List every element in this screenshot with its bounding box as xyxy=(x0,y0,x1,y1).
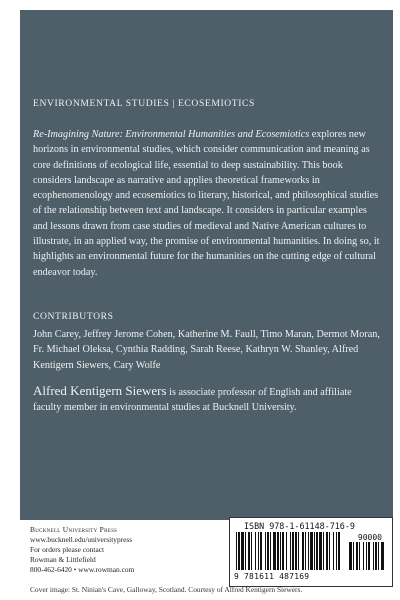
book-title-italic: Re-Imagining Nature: Environmental Humanities and Ecosemiotics xyxy=(33,129,310,140)
back-cover-panel xyxy=(20,10,393,520)
contributors-list: John Carey, Jeffrey Jerome Cohen, Katherine M. Faull, Timo Maran, Dermot Moran, Fr. Michael Oleksa, Cynthia Radding, Sarah Reese, Kathryn W. Shanley, Alfred Kentigern Siewers, Cary Wolfe xyxy=(33,329,380,371)
author-bio-text: is associate professor of English and affiliate faculty member in environmental studies at Bucknell University. xyxy=(33,387,352,414)
press-name: Bucknell University Press xyxy=(30,525,118,534)
publisher-info xyxy=(30,525,134,575)
barcode-digits: 9 781611 487169 xyxy=(234,572,310,581)
isbn-label: ISBN 978-1-61148-716-9 xyxy=(244,521,355,531)
book-description-body: explores new horizons in environmental studies, which consider communication and meaning as core definitions of ecological life, essential to deep sustainability. This book considers landscape as narrative and applies theoretical frameworks in ecophenomenology and ecosemiotics to literary, historical, and philosophical studies of the relationship between text and landscape. It considers in particular examples and lessons drawn from case studies of medieval and Native American cultures to illustrate, in an applied way, the promise of environmental humanities. In doing so, it highlights an environmental future for the humanities on the cutting edge of cultural endeavor today. xyxy=(33,129,380,278)
distributor-contact: 800-462-6420 • www.rowman.com xyxy=(30,565,135,574)
book-description xyxy=(33,127,380,280)
cover-image-credit: Cover image: St. Ninian's Cave, Galloway, Scotland. Courtesy of Alfred Kentigern Siewers. xyxy=(30,585,303,594)
contributors-heading: CONTRIBUTORS xyxy=(33,311,114,322)
barcode-bars xyxy=(234,532,388,572)
isbn-barcode xyxy=(229,517,393,587)
price-code: 90000 xyxy=(357,533,382,542)
author-name: Alfred Kentigern Siewers xyxy=(33,383,167,398)
orders-line: For orders please contact xyxy=(30,545,105,554)
author-bio xyxy=(33,383,380,416)
category-label: ENVIRONMENTAL STUDIES | ECOSEMIOTICS xyxy=(33,98,255,109)
press-url: www.bucknell.edu/universitypress xyxy=(30,535,133,544)
distributor-name: Rowman & Littlefield xyxy=(30,555,96,564)
